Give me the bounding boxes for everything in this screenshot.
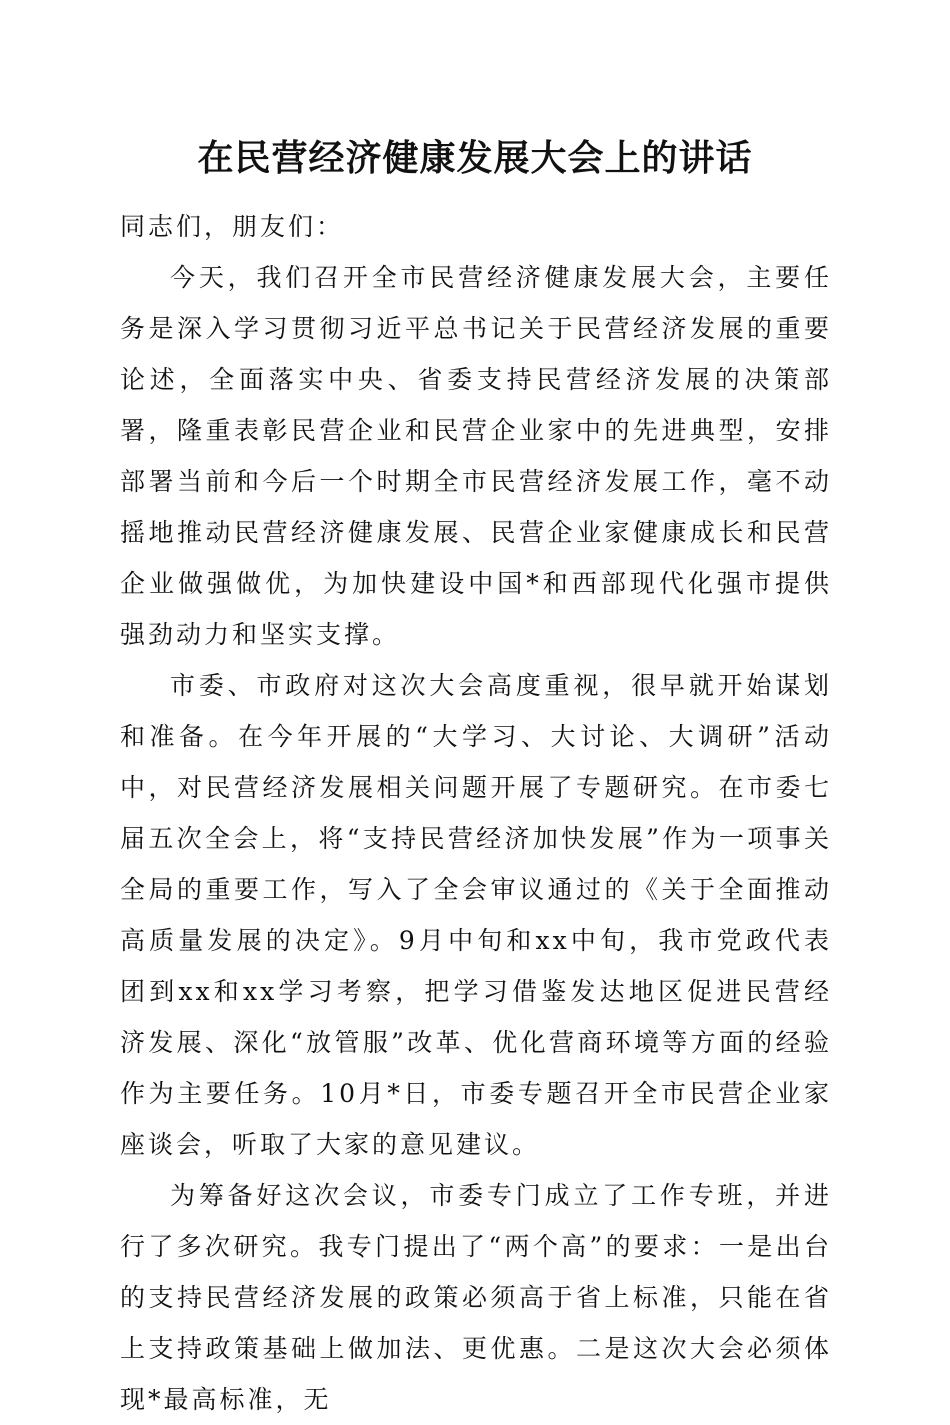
paragraph-1: 今天，我们召开全市民营经济健康发展大会，主要任务是深入学习贯彻习近平总书记关于民营经济发展的重要论述，全面落实中央、省委支持民营经济发展的决策部署，隆重表彰民营企业和民营企业家中的先进典型，安排部署当前和今后一个时期全市民营经济发展工作，毫不动摇地推动民营经济健康发展、民营企业家健康成长和民营企业做强做优，为加快建设中国*和西部现代化强市提供强劲动力和坚实支撑。	[120, 263, 832, 649]
document-title: 在民营经济健康发展大会上的讲话	[197, 137, 753, 179]
salutation: 同志们，朋友们：	[120, 212, 345, 241]
paragraph-3: 为筹备好这次会议，市委专门成立了工作专班，并进行了多次研究。我专门提出了“两个高”的要求：一是出台的支持民营经济发展的政策必须高于省上标准，只能在省上支持政策基础上做加法、更优惠。二是这次大会必须体现*最高标准，无	[120, 1181, 832, 1414]
paragraph-2: 市委、市政府对这次大会高度重视，很早就开始谋划和准备。在今年开展的“大学习、大讨论、大调研”活动中，对民营经济发展相关问题开展了专题研究。在市委七届五次全会上，将“支持民营经济加快发展”作为一项事关全局的重要工作，写入了全会审议通过的《关于全面推动高质量发展的决定》。9月中旬和xx中旬，我市党政代表团到xx和xx学习考察，把学习借鉴发达地区促进民营经济发展、深化“放管服”改革、优化营商环境等方面的经验作为主要任务。10月*日，市委专题召开全市民营企业家座谈会，听取了大家的意见建议。	[120, 671, 832, 1159]
document-body	[120, 201, 832, 1425]
